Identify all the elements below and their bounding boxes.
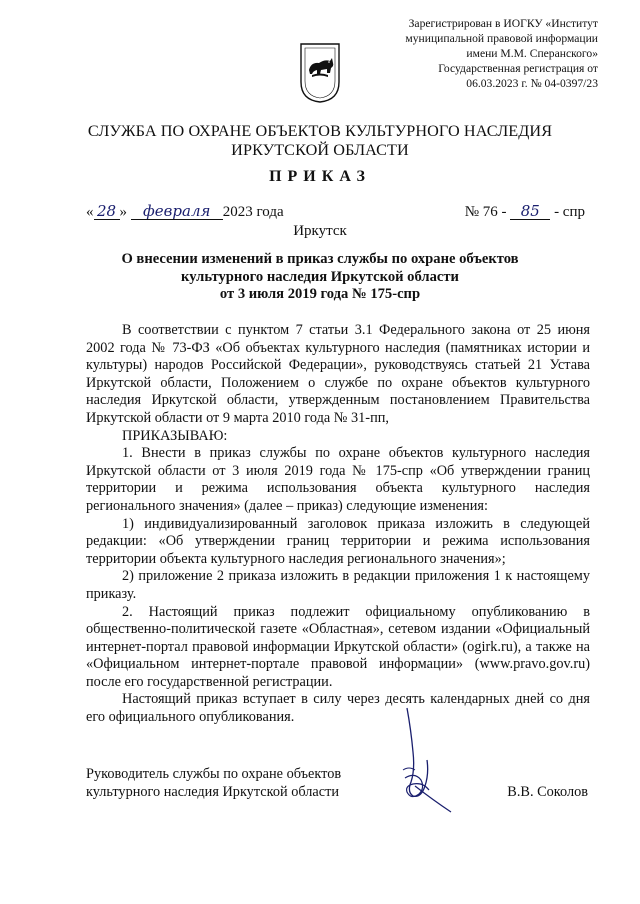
document-date [86,203,284,221]
date-month-handwritten: февраля [131,203,223,220]
agency-name [60,122,580,160]
effective-date-paragraph: Настоящий приказ вступает в силу через десять календарных дней со дня его официального опубликования. [86,691,590,726]
order-word: ПРИКАЗЫВАЮ: [122,427,228,444]
document-number [465,203,585,221]
title-line-2: культурного наследия Иркутской области [181,268,459,285]
position-line-1: Руководитель службы по охране объектов [86,766,342,782]
registration-line-1: Зарегистрирован в ИОГКУ «Институт [408,17,598,30]
agency-name-line-1: СЛУЖБА ПО ОХРАНЕ ОБЪЕКТОВ КУЛЬТУРНОГО НАСЛЕДИЯ [87,122,553,140]
document-city: Иркутск [293,223,347,239]
position-line-2: культурного наследия Иркутской области [86,783,339,800]
date-day-handwritten: 28 [94,203,120,220]
preamble-paragraph: В соответствии с пунктом 7 статьи 3.1 Федерального закона от 25 июня 2002 года № 73-ФЗ «Об объектах культурного наследия (памятниках истории и культуры) народов Российской Федерации», руководствуясь статьей 21 Устава Иркутской области, Положением о службе по охране объектов культурного наследия Иркутской области, утвержденным постановлением Правительства Иркутской области от 9 марта 2010 года № 31-пп, [86,322,590,426]
registration-line-2: муниципальной правовой информации [405,32,598,45]
registration-line-3: имени М.М. Сперанского» [466,47,598,60]
document-title [80,251,560,304]
date-close-quote: » [119,204,127,220]
subclause-1-paragraph: 1) индивидуализированный заголовок приказа изложить в следующей редакции: «Об утверждении границ территории и режима использования территории объекта культурного наследия регионального значения»; [86,515,590,567]
registration-line-4: Государственная регистрация от [438,62,598,75]
signatory-name: В.В. Соколов [507,784,588,800]
document-type: ПРИКАЗ [269,168,371,185]
clause-2-paragraph: 2. Настоящий приказ подлежит официальному опубликованию в общественно-политической газете «Областная», сетевом издании «Официальный интернет-портал правовой информации Иркутской области» (ogirk.ru), а также на «Официальном интернет-портале правовой информации» (www.pravo.gov.ru) после его государственной регистрации. [86,603,590,690]
signatory-position [86,766,341,801]
document-body [86,322,590,727]
number-suffix: - спр [554,204,585,220]
date-year: 2023 года [222,204,284,220]
date-open-quote: « [86,204,94,220]
title-line-1: О внесении изменений в приказ службы по охране объектов [121,251,519,267]
number-prefix: № 76 - [464,204,507,220]
agency-name-line-2: ИРКУТСКОЙ ОБЛАСТИ [231,141,409,159]
title-line-3: от 3 июля 2019 года № 175-спр [219,286,421,302]
clause-1-paragraph: 1. Внести в приказ службы по охране объектов культурного наследия Иркутской области от 3 июля 2019 года № 175-спр «Об утверждении границ территории и режима использования объекта культурного наследия регионального значения» (далее – приказ) следующие изменения: [86,445,590,514]
registration-line-5: 06.03.2023 г. № 04-0397/23 [466,77,598,90]
subclause-2-paragraph: 2) приложение 2 приказа изложить в редакции приложения 1 к настоящему приказу. [86,568,590,602]
number-handwritten: 85 [510,203,550,220]
registration-stamp [378,16,598,91]
coat-of-arms-icon [299,42,341,104]
handwritten-signature-icon [385,700,465,820]
